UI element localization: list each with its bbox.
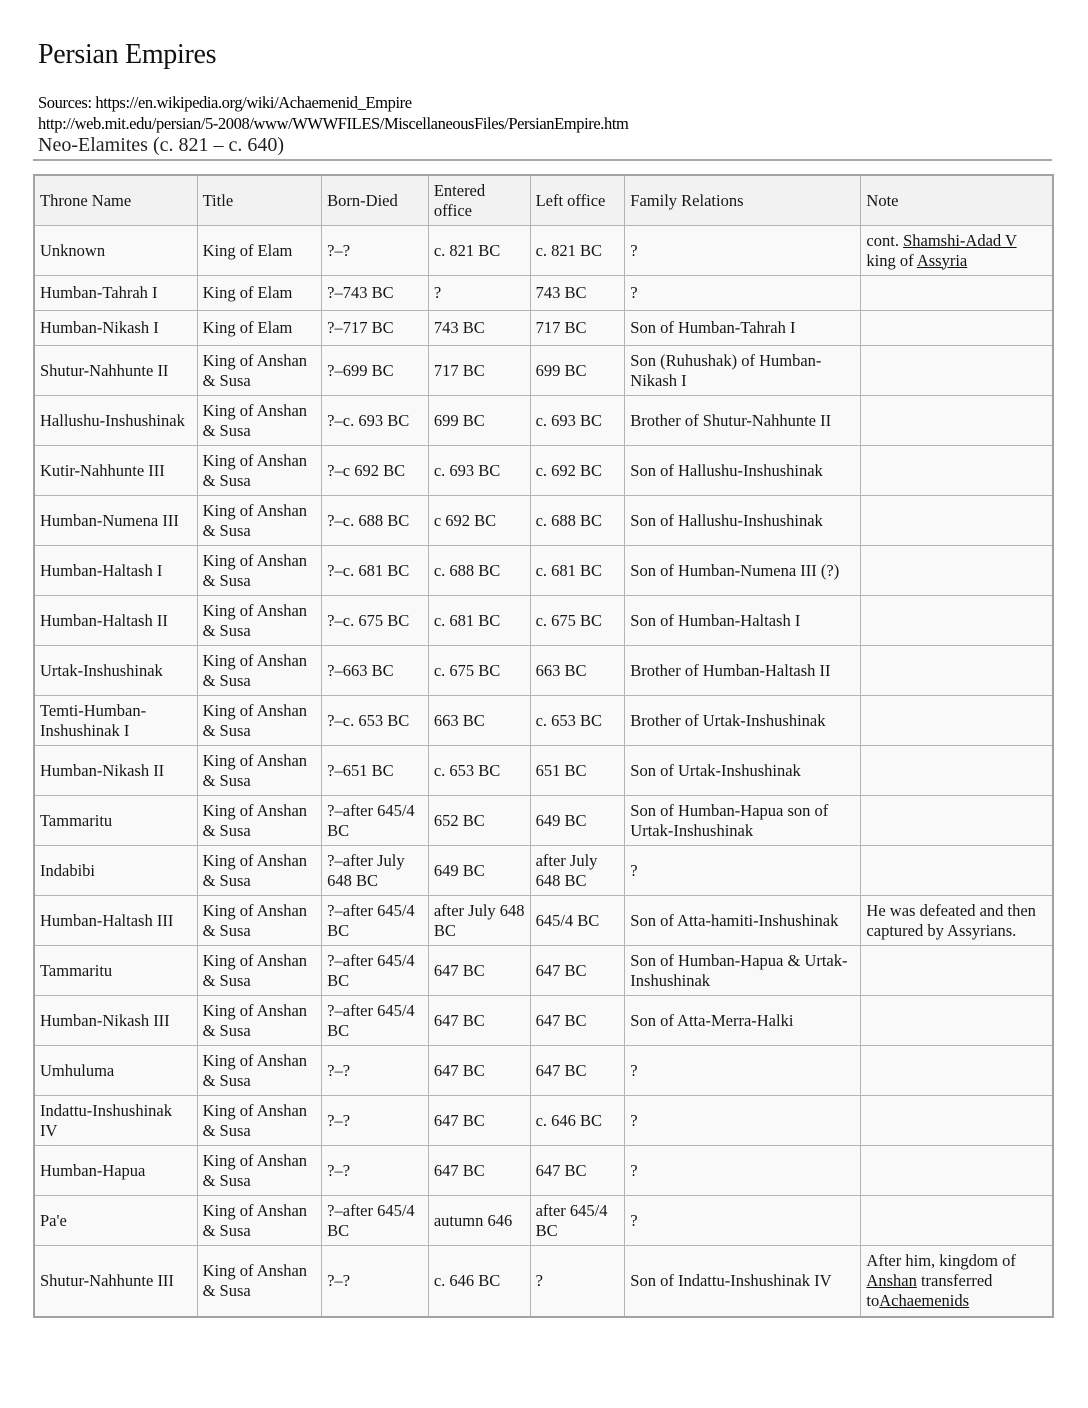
cell-family-relations: Brother of Humban-Haltash II [625,646,861,696]
cell-born-died: ?–? [322,1246,429,1318]
cell-entered-office: 649 BC [428,846,530,896]
cell-left-office: 699 BC [530,346,625,396]
cell-note [861,746,1053,796]
cell-entered-office: 647 BC [428,1096,530,1146]
cell-entered-office: 663 BC [428,696,530,746]
cell-left-office: 647 BC [530,996,625,1046]
cell-throne-name: Humban-Nikash III [34,996,197,1046]
cell-left-office: c. 693 BC [530,396,625,446]
cell-family-relations: Brother of Urtak-Inshushinak [625,696,861,746]
table-row [34,446,1053,496]
cell-born-died: ?–c. 675 BC [322,596,429,646]
cell-entered-office: c. 693 BC [428,446,530,496]
cell-family-relations: ? [625,1196,861,1246]
table-row [34,896,1053,946]
note-text: king of [866,250,917,270]
note-link[interactable]: Anshan [866,1271,917,1290]
cell-throne-name: Humban-Nikash II [34,746,197,796]
table-row [34,546,1053,596]
table-row [34,946,1053,996]
cell-note [861,996,1053,1046]
cell-throne-name: Kutir-Nahhunte III [34,446,197,496]
cell-title: King of Anshan & Susa [197,796,322,846]
table-header-row [34,175,1053,226]
cell-throne-name: Humban-Haltash I [34,546,197,596]
cell-family-relations: Son of Hallushu-Inshushinak [625,496,861,546]
cell-note [861,1096,1053,1146]
cell-family-relations: Son of Humban-Hapua son of Urtak-Inshushinak [625,796,861,846]
cell-family-relations: ? [625,1096,861,1146]
cell-born-died: ?–c 692 BC [322,446,429,496]
cell-left-office: 663 BC [530,646,625,696]
cell-throne-name: Humban-Hapua [34,1146,197,1196]
cell-throne-name: Pa'e [34,1196,197,1246]
cell-born-died: ?–? [322,1146,429,1196]
cell-left-office: c. 675 BC [530,596,625,646]
cell-title: King of Anshan & Susa [197,696,322,746]
cell-note [861,496,1053,546]
cell-throne-name: Indattu-Inshushinak IV [34,1096,197,1146]
cell-born-died: ?–699 BC [322,346,429,396]
cell-throne-name: Humban-Nikash I [34,311,197,346]
cell-born-died: ?–? [322,1046,429,1096]
cell-family-relations: Son (Ruhushak) of Humban-Nikash I [625,346,861,396]
cell-entered-office: autumn 646 [428,1196,530,1246]
cell-note [861,546,1053,596]
cell-note [861,1046,1053,1096]
table-row [34,226,1053,276]
section-heading: Neo-Elamites (c. 821 – c. 640) [38,134,285,156]
table-row [34,1196,1053,1246]
cell-title: King of Anshan & Susa [197,846,322,896]
cell-title: King of Elam [197,226,322,276]
cell-title: King of Anshan & Susa [197,1146,322,1196]
cell-throne-name: Humban-Numena III [34,496,197,546]
cell-title: King of Anshan & Susa [197,496,322,546]
table-row [34,1246,1053,1318]
cell-family-relations: Son of Humban-Numena III (?) [625,546,861,596]
table-row [34,496,1053,546]
note-text: After him, kingdom of [866,1251,1016,1270]
table-row [34,396,1053,446]
cell-title: King of Anshan & Susa [197,346,322,396]
cell-note [861,226,1053,276]
source-line-mit: http://web.mit.edu/persian/5-2008/www/WWWFILES/MiscellaneousFiles/PersianEmpire.htm [38,114,629,133]
cell-born-died: ?–651 BC [322,746,429,796]
cell-born-died: ?–c. 653 BC [322,696,429,746]
cell-note [861,1146,1053,1196]
section-divider [33,159,1052,161]
cell-entered-office: ? [428,276,530,311]
cell-entered-office: c. 681 BC [428,596,530,646]
cell-title: King of Anshan & Susa [197,946,322,996]
table-row [34,346,1053,396]
table-row [34,1046,1053,1096]
cell-throne-name: Shutur-Nahhunte III [34,1246,197,1318]
cell-born-died: ?–after 645/4 BC [322,1196,429,1246]
header-born-died: Born-Died [322,175,429,226]
cell-title: King of Anshan & Susa [197,1196,322,1246]
cell-born-died: ?–c. 681 BC [322,546,429,596]
cell-family-relations: ? [625,846,861,896]
cell-entered-office: c. 821 BC [428,226,530,276]
cell-family-relations: ? [625,276,861,311]
cell-throne-name: Humban-Haltash III [34,896,197,946]
cell-entered-office: c. 646 BC [428,1246,530,1318]
note-text: He was defeated and then captured by Assyrians. [866,900,1036,940]
cell-born-died: ?–? [322,226,429,276]
cell-note [861,446,1053,496]
cell-note [861,846,1053,896]
cell-left-office: 717 BC [530,311,625,346]
cell-born-died: ?–663 BC [322,646,429,696]
table-row [34,796,1053,846]
header-title: Title [197,175,322,226]
cell-family-relations: ? [625,226,861,276]
cell-entered-office: 717 BC [428,346,530,396]
cell-family-relations: Son of Urtak-Inshushinak [625,746,861,796]
cell-throne-name: Temti-Humban-Inshushinak I [34,696,197,746]
header-throne-name: Throne Name [34,175,197,226]
cell-family-relations: Son of Indattu-Inshushinak IV [625,1246,861,1318]
cell-title: King of Anshan & Susa [197,1096,322,1146]
cell-left-office: c. 646 BC [530,1096,625,1146]
cell-born-died: ?–717 BC [322,311,429,346]
table-row [34,996,1053,1046]
cell-left-office: 651 BC [530,746,625,796]
cell-born-died: ?–after 645/4 BC [322,896,429,946]
header-left-office: Left office [530,175,625,226]
cell-born-died: ?–? [322,1096,429,1146]
cell-born-died: ?–after 645/4 BC [322,946,429,996]
table-row [34,646,1053,696]
cell-entered-office: 743 BC [428,311,530,346]
cell-title: King of Anshan & Susa [197,396,322,446]
cell-left-office: 647 BC [530,1046,625,1096]
cell-born-died: ?–c. 693 BC [322,396,429,446]
header-entered-office: Entered office [428,175,530,226]
cell-left-office: after July 648 BC [530,846,625,896]
cell-born-died: ?–after 645/4 BC [322,996,429,1046]
cell-note [861,311,1053,346]
cell-title: King of Anshan & Susa [197,646,322,696]
cell-title: King of Anshan & Susa [197,896,322,946]
cell-throne-name: Tammaritu [34,796,197,846]
cell-family-relations: ? [625,1046,861,1096]
cell-left-office: 649 BC [530,796,625,846]
page-title: Persian Empires [38,39,217,70]
cell-entered-office: c. 688 BC [428,546,530,596]
cell-family-relations: Son of Humban-Haltash I [625,596,861,646]
cell-throne-name: Unknown [34,226,197,276]
cell-left-office: 645/4 BC [530,896,625,946]
cell-family-relations: Son of Humban-Tahrah I [625,311,861,346]
note-text: cont. [866,230,904,250]
cell-family-relations: Brother of Shutur-Nahhunte II [625,396,861,446]
cell-throne-name: Humban-Haltash II [34,596,197,646]
cell-throne-name: Indabibi [34,846,197,896]
cell-note [861,946,1053,996]
cell-title: King of Elam [197,276,322,311]
cell-entered-office: after July 648 BC [428,896,530,946]
cell-throne-name: Tammaritu [34,946,197,996]
cell-left-office: c. 681 BC [530,546,625,596]
cell-born-died: ?–after July 648 BC [322,846,429,896]
cell-throne-name: Urtak-Inshushinak [34,646,197,696]
table-row [34,1096,1053,1146]
cell-entered-office: 647 BC [428,996,530,1046]
cell-title: King of Elam [197,311,322,346]
cell-left-office: c. 821 BC [530,226,625,276]
cell-throne-name: Shutur-Nahhunte II [34,346,197,396]
cell-note [861,896,1053,946]
rulers-table [33,174,1054,1318]
cell-left-office: 647 BC [530,1146,625,1196]
cell-note [861,346,1053,396]
cell-family-relations: Son of Atta-hamiti-Inshushinak [625,896,861,946]
cell-note [861,596,1053,646]
cell-entered-office: c. 675 BC [428,646,530,696]
table-row [34,696,1053,746]
cell-throne-name: Hallushu-Inshushinak [34,396,197,446]
cell-note [861,696,1053,746]
cell-throne-name: Umhuluma [34,1046,197,1096]
note-link[interactable]: Achaemenids [879,1291,970,1310]
cell-note [861,1196,1053,1246]
cell-throne-name: Humban-Tahrah I [34,276,197,311]
cell-entered-office: c. 653 BC [428,746,530,796]
cell-title: King of Anshan & Susa [197,746,322,796]
cell-family-relations: Son of Hallushu-Inshushinak [625,446,861,496]
note-link[interactable]: Assyria [916,250,968,270]
cell-born-died: ?–after 645/4 BC [322,796,429,846]
table-row [34,596,1053,646]
cell-entered-office: c 692 BC [428,496,530,546]
cell-born-died: ?–c. 688 BC [322,496,429,546]
table-row [34,276,1053,311]
cell-entered-office: 647 BC [428,1146,530,1196]
note-text: transferred to [866,1271,993,1310]
cell-entered-office: 647 BC [428,946,530,996]
cell-left-office: after 645/4 BC [530,1196,625,1246]
cell-note [861,796,1053,846]
cell-family-relations: ? [625,1146,861,1196]
table-row [34,1146,1053,1196]
source-line-wikipedia: Sources: https://en.wikipedia.org/wiki/Achaemenid_Empire [38,93,412,112]
cell-note [861,396,1053,446]
cell-left-office: ? [530,1246,625,1318]
cell-title: King of Anshan & Susa [197,1046,322,1096]
cell-note [861,1246,1053,1318]
table-row [34,846,1053,896]
cell-title: King of Anshan & Susa [197,546,322,596]
cell-note [861,276,1053,311]
cell-family-relations: Son of Atta-Merra-Halki [625,996,861,1046]
cell-left-office: 743 BC [530,276,625,311]
table-body [34,226,1053,1318]
cell-left-office: c. 692 BC [530,446,625,496]
cell-title: King of Anshan & Susa [197,1246,322,1318]
cell-title: King of Anshan & Susa [197,596,322,646]
cell-left-office: 647 BC [530,946,625,996]
cell-entered-office: 652 BC [428,796,530,846]
table-row [34,746,1053,796]
cell-note [861,646,1053,696]
cell-title: King of Anshan & Susa [197,446,322,496]
header-family-relations: Family Relations [625,175,861,226]
cell-title: King of Anshan & Susa [197,996,322,1046]
cell-left-office: c. 653 BC [530,696,625,746]
header-note: Note [861,175,1053,226]
cell-left-office: c. 688 BC [530,496,625,546]
note-link[interactable]: Shamshi-Adad V [903,230,1017,250]
cell-family-relations: Son of Humban-Hapua & Urtak-Inshushinak [625,946,861,996]
sources-block [38,92,629,134]
cell-born-died: ?–743 BC [322,276,429,311]
cell-entered-office: 699 BC [428,396,530,446]
table-row [34,311,1053,346]
cell-entered-office: 647 BC [428,1046,530,1096]
